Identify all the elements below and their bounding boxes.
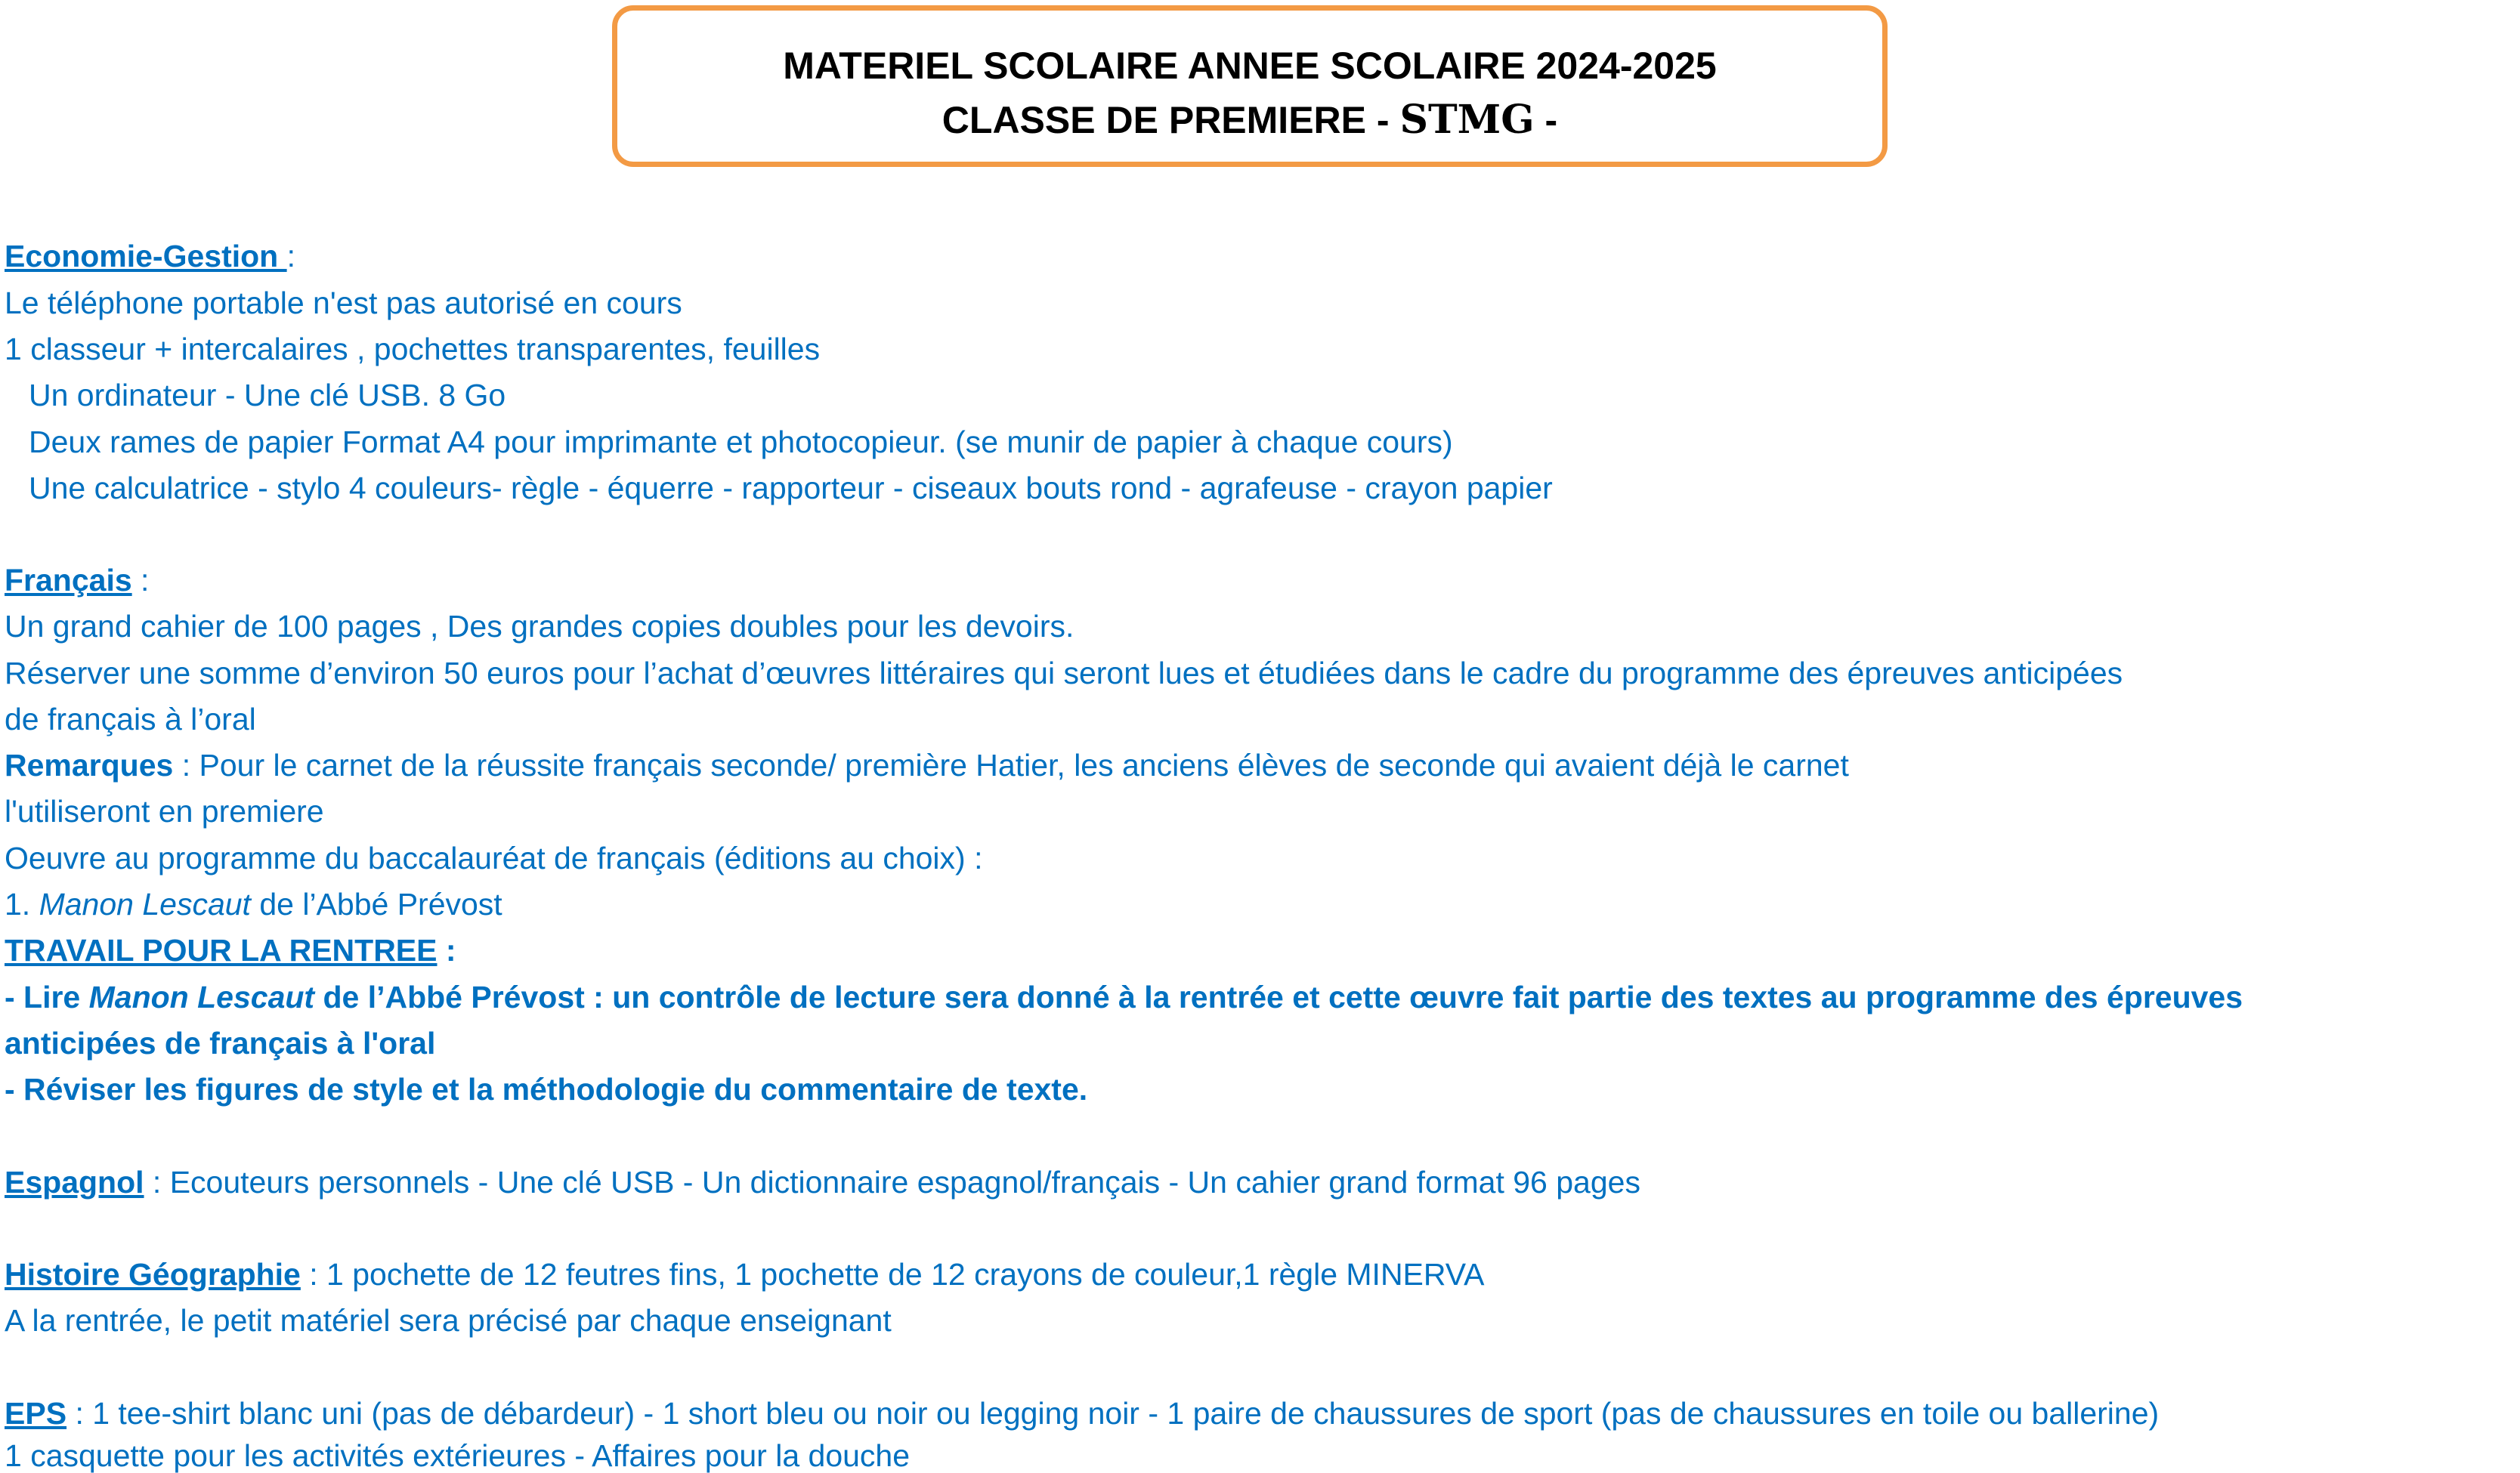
travail-heading: TRAVAIL POUR LA RENTREE: [5, 933, 438, 968]
oeuvre-number: 1.: [5, 887, 39, 922]
histoire-heading: Histoire Géographie: [5, 1257, 301, 1292]
travail-item-continued: anticipées de français à l'oral: [5, 1026, 436, 1061]
economie-heading-line: [5, 241, 295, 272]
economie-item: Un ordinateur - Une clé USB. 8 Go: [29, 378, 506, 412]
espagnol-heading: Espagnol: [5, 1165, 144, 1200]
remarques-label: Remarques: [5, 748, 174, 783]
francais-line: de français à l’oral: [5, 702, 256, 736]
francais-heading-suffix: :: [131, 563, 150, 598]
eps-line-2: 1 casquette pour les activités extérieures - Affaires pour la douche: [5, 1438, 911, 1473]
economie-item: Une calculatrice - stylo 4 couleurs- règle - équerre - rapporteur - ciseaux bouts rond - agrafeuse - crayon papier: [29, 471, 1553, 505]
francais-line: Réserver une somme d’environ 50 euros pour l’achat d’œuvres littéraires qui seront lues et étudiées dans le cadre du programme des épreuves anticipées: [5, 656, 2123, 690]
oeuvre-line: [5, 889, 502, 920]
economie-heading: Economie-Gestion: [5, 239, 287, 273]
francais-line: Oeuvre au programme du baccalauréat de français (éditions au choix) :: [5, 841, 983, 875]
francais-line: l'utiliseront en premiere: [5, 794, 324, 829]
remarques-line: [5, 750, 1849, 781]
remarques-text: : Pour le carnet de la réussite français seconde/ première Hatier, les anciens élèves de seconde qui avaient déjà le carnet: [173, 748, 1849, 783]
eps-heading: EPS: [5, 1396, 67, 1431]
travail-item-prefix: - Lire: [5, 980, 89, 1014]
eps-line: [5, 1398, 2159, 1429]
histoire-line: [5, 1259, 1484, 1290]
espagnol-line: [5, 1167, 1640, 1198]
travail-item-title: Manon Lescaut: [88, 980, 315, 1014]
francais-line: Un grand cahier de 100 pages , Des grandes copies doubles pour les devoirs.: [5, 609, 1074, 644]
travail-item: - Réviser les figures de style et la méthodologie du commentaire de texte.: [5, 1072, 1088, 1107]
class-name: STMG: [1399, 97, 1535, 143]
histoire-line-2: A la rentrée, le petit matériel sera précisé par chaque enseignant: [5, 1303, 892, 1338]
travail-item: [5, 982, 2243, 1013]
eps-text: : 1 tee-shirt blanc uni (pas de débardeur) - 1 short bleu ou noir ou legging noir - 1 paire de chaussures de sport (pas de chaussures en toile ou ballerine): [66, 1396, 2160, 1431]
class-title: [617, 97, 1882, 143]
oeuvre-author: de l’Abbé Prévost: [250, 887, 502, 922]
document-title: MATERIEL SCOLAIRE ANNEE SCOLAIRE 2024-2025: [783, 45, 1717, 87]
economie-item: Deux rames de papier Format A4 pour imprimante et photocopieur. (se munir de papier à chaque cours): [29, 425, 1453, 459]
oeuvre-title: Manon Lescaut: [39, 887, 251, 922]
class-title-suffix: -: [1534, 99, 1558, 141]
espagnol-text: : Ecouteurs personnels - Une clé USB - Un dictionnaire espagnol/français - Un cahier grand format 96 pages: [144, 1165, 1640, 1200]
class-title-prefix: CLASSE DE PREMIERE -: [942, 99, 1400, 141]
travail-heading-line: [5, 935, 456, 966]
travail-item-rest: de l’Abbé Prévost : un contrôle de lecture sera donné à la rentrée et cette œuvre fait partie des textes au programme des épreuves: [314, 980, 2243, 1014]
histoire-text: : 1 pochette de 12 feutres fins, 1 pochette de 12 crayons de couleur,1 règle MINERVA: [300, 1257, 1485, 1292]
title-box: [612, 5, 1888, 167]
economie-item: Le téléphone portable n'est pas autorisé en cours: [5, 286, 682, 320]
travail-heading-suffix: :: [437, 933, 456, 968]
francais-heading-line: [5, 565, 149, 596]
economie-heading-suffix: :: [286, 239, 296, 273]
francais-heading: Français: [5, 563, 132, 598]
economie-item: 1 classeur + intercalaires , pochettes transparentes, feuilles: [5, 332, 821, 366]
